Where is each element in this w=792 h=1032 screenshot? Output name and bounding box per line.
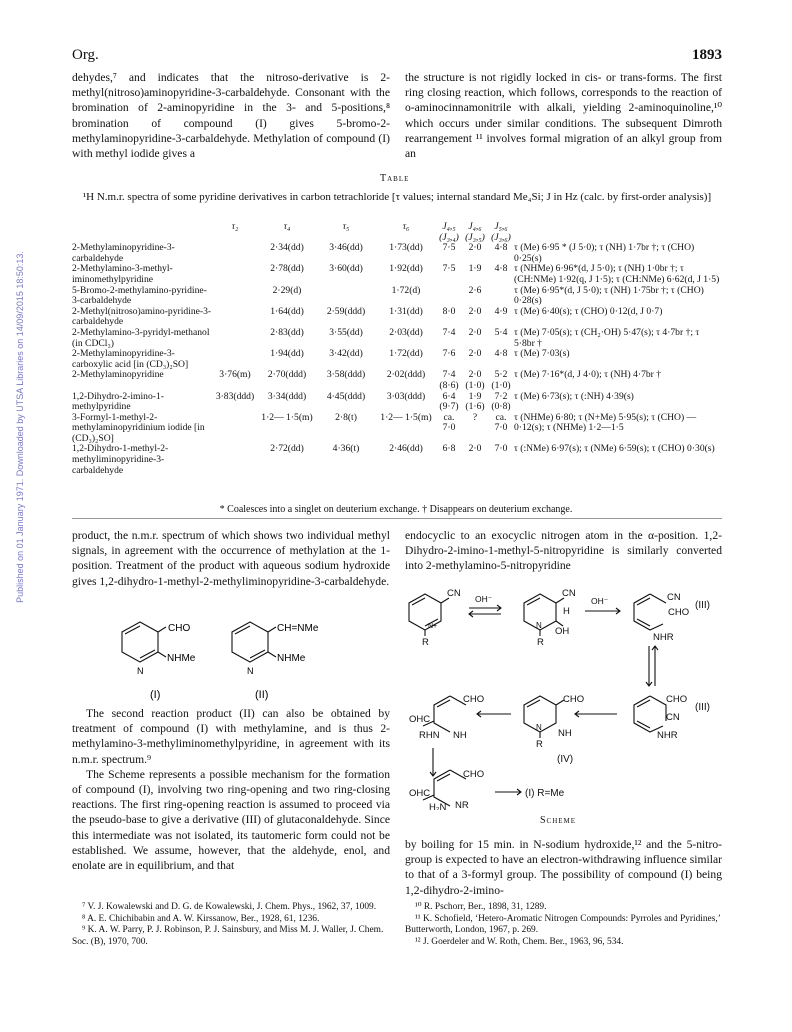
table-header-row xyxy=(72,222,722,243)
table-row xyxy=(72,243,722,264)
table-header xyxy=(72,222,212,243)
table-cell: ca. 7·0 xyxy=(494,411,508,434)
struct-ii-sub2: NHMe xyxy=(277,653,306,664)
paragraph: The Scheme represents a possible mechanism for the formation of compound (I), involving two ring-opening and two ring-closing reactions. The first ring-opening reaction is assumed to proceed via the pseudo-base to give a derivative (III) of glutaconaldehyde. Since this intermediate was not isolated, its tautomeric form could not be established. We assume, however, that the aldehyde, enol, and enolate are in equilibrium, and that xyxy=(72,767,390,873)
table-header: J₄,₅ (J₃,₄) xyxy=(439,221,459,243)
table-cell: 3·55(dd) xyxy=(329,326,363,338)
table-cell: ca. 7·0 xyxy=(442,411,456,434)
table-cell: 2-Methylamino-3-pyridyl-methanol (in CDCl₃) xyxy=(72,326,210,349)
footnote: ¹⁰ R. Pschorr, Ber., 1898, 31, 1289. xyxy=(415,902,547,912)
table-cell: 1,2-Dihydro-1-methyl-2-methyliminopyridine-3-carbaldehyde xyxy=(72,443,169,476)
scheme-label-iii: (III) xyxy=(695,702,710,713)
table-header: τ₅ xyxy=(342,221,350,232)
left-column-bottom-2 xyxy=(72,706,390,873)
scheme-label-cn: CN xyxy=(666,712,680,723)
table-cell: 2-Methylaminopyridine-3-carbaldehyde xyxy=(72,242,175,264)
table-cell: 5·4 xyxy=(494,326,508,338)
table-cell: 1·72(d) xyxy=(391,284,421,296)
table-header: τ₂ xyxy=(231,221,239,232)
table-cell: 2·0 xyxy=(468,348,482,360)
footnote: ¹² J. Goerdeler and W. Roth, Chem. Ber., 1963, 96, 534. xyxy=(415,936,624,947)
table-row xyxy=(72,370,722,391)
table-cell: 6·8 xyxy=(442,443,456,455)
table-cell: 1·64(dd) xyxy=(270,305,304,317)
scheme-label-r: R xyxy=(536,739,543,750)
scheme-label-h: H xyxy=(563,606,570,617)
scheme-label-nr: NR xyxy=(455,800,469,810)
table-cell xyxy=(212,264,258,285)
struct-i-sub2: NHMe xyxy=(167,653,196,664)
scheme-label-nplus: N+ xyxy=(428,623,438,630)
struct-ii-label: (II) xyxy=(255,689,269,701)
table-cell xyxy=(212,328,258,349)
table-cell: 7·5 xyxy=(442,263,456,275)
scheme-open-c-icon xyxy=(650,594,666,603)
table-cell: 1·92(dd) xyxy=(389,263,423,275)
scheme-label-cho: CHO xyxy=(463,769,485,780)
scheme-label-oh-minus: OH⁻ xyxy=(591,596,609,606)
scheme-label-cho: CHO xyxy=(666,694,688,705)
table-cell: 6·4 (9·7) xyxy=(439,390,459,413)
table-row xyxy=(72,413,722,445)
table-cell: 2-Methylamino-3-methyl-iminomethylpyridine xyxy=(72,263,173,285)
publication-sidebar-note: Published on 01 January 1971. Downloaded by UTSA Libraries on 14/09/2015 18:50:13. xyxy=(15,251,25,603)
paragraph: the structure is not rigidly locked in cis- or trans-forms. The first ring closing reaction, which follows, corresponds to the reaction of o-aminocinnamonitrile with alkali, yielding 2-aminoquinoline,¹⁰ which occurs under similar conditions. The subsequent Dimroth rearrangement ¹¹ involves formal migration of an alkyl group from an xyxy=(405,71,722,161)
struct-ii-sub1: CH=NMe xyxy=(277,623,319,634)
table-cell: 7·4 xyxy=(442,326,456,338)
table-cell: 4·36(t) xyxy=(332,443,360,455)
scheme-label-r: R xyxy=(537,637,544,648)
table-cell: τ (Me) 6·40(s); τ (CHO) 0·12(d, J 0·7) xyxy=(514,305,663,317)
table-cell: τ (Me) 7·16*(d, J 4·0); τ (NH) 4·7br † xyxy=(514,369,662,381)
structures-i-ii xyxy=(100,612,360,704)
table-cell: 2·03(dd) xyxy=(389,326,423,338)
scheme-chain-d-icon xyxy=(650,696,666,721)
table-cell: 2·0 (1·0) xyxy=(465,369,485,391)
scheme-label-product: (I) R=Me xyxy=(525,788,565,799)
paragraph: by boiling for 15 min. in N-sodium hydroxide,¹² and the 5-nitro-group is expected to have an electron-withdrawing influence similar to that of a 3-formyl group. The possibility of compound (I) being 1,2-dihydro-2-imino- xyxy=(405,838,722,897)
table-header: J₅,₆ (J₃,₆) xyxy=(491,221,511,243)
reaction-scheme xyxy=(405,578,722,810)
scheme-label-iii: (III) xyxy=(695,600,710,611)
scheme-label-n: N xyxy=(536,723,542,732)
table-cell xyxy=(488,286,514,307)
struct-ii-n: N xyxy=(247,666,254,676)
scheme-label-nhr: NHR xyxy=(657,730,678,741)
table-cell: 7·6 xyxy=(442,348,456,360)
right-column-top xyxy=(405,70,722,161)
table-cell: τ (Me) 6·95*(d, J 5·0); τ (NH) 1·75br †; τ (CHO) 0·28(s) xyxy=(514,284,704,307)
scheme-label-cn: CN xyxy=(447,588,461,599)
table-cell: 2·0 xyxy=(468,443,482,455)
table-row xyxy=(72,286,722,307)
page-number: 1893 xyxy=(692,47,722,63)
table-cell: 4·45(ddd) xyxy=(326,390,366,402)
table-cell: 3·60(dd) xyxy=(329,263,363,275)
right-column-bottom xyxy=(405,528,722,574)
scheme-label-nh: NH xyxy=(558,728,572,739)
scheme-label-n: N xyxy=(536,621,542,630)
struct-i-n: N xyxy=(137,666,144,676)
table-body xyxy=(72,243,722,476)
scheme-label-cn: CN xyxy=(667,592,681,603)
table-row xyxy=(72,444,722,476)
table-cell: 2·59(ddd) xyxy=(326,305,366,317)
scheme-label-cho: CHO xyxy=(463,694,485,705)
scheme-label-cho: CHO xyxy=(668,607,690,618)
table-cell: 1·2— 1·5(m) xyxy=(380,411,432,423)
table-cell: 7·2 (0·8) xyxy=(491,390,511,413)
table-cell: τ (:NMe) 6·97(s); τ (NMe) 6·59(s); τ (CHO) 0·30(s) xyxy=(514,443,715,455)
table-header xyxy=(514,222,722,243)
scheme-label-oh: OH xyxy=(555,626,570,637)
table-cell: 7·0 xyxy=(494,443,508,455)
table-cell: 3·46(dd) xyxy=(329,242,363,254)
table-row xyxy=(72,392,722,413)
table-footnote: * Coalesces into a singlet on deuterium exchange. † Disappears on deuterium exchange. xyxy=(219,504,573,515)
table-cell: 1·9 (1·6) xyxy=(465,390,485,413)
table-header: τ₄ xyxy=(283,221,291,232)
table-cell: 3·76(m) xyxy=(219,369,251,381)
scheme-label-nh: NH xyxy=(453,730,467,741)
struct-i-label: (I) xyxy=(150,689,161,701)
table-header: τ₆ xyxy=(402,221,410,232)
table-cell: τ (Me) 7·05(s); τ (CH₂·OH) 5·47(s); τ 4·7br †; τ 5·8br † xyxy=(514,326,700,349)
table-header: J₄,₆ (J₃,₅) xyxy=(465,221,485,243)
table-cell: 3·42(dd) xyxy=(329,348,363,360)
table-cell: τ (Me) 6·73(s); τ (:NH) 4·39(s) xyxy=(514,390,634,402)
struct-i-sub1: CHO xyxy=(168,623,191,634)
table-cell: τ (NHMe) 6·96*(d, J 5·0); τ (NH) 1·0br †; τ (CH:NMe) 1·92(q, J 1·5); τ (CH:NMe) 6·62(d, J 1·5) xyxy=(514,263,720,285)
table-cell xyxy=(212,349,258,370)
table-cell: 2·70(ddd) xyxy=(267,369,307,381)
table-cell: 2-Methyl(nitroso)amino-pyridine-3-carbaldehyde xyxy=(72,305,212,328)
scheme-label-ohc: OHC xyxy=(409,788,431,799)
paragraph: endocyclic to an exocyclic nitrogen atom in the α-position. 1,2-Dihydro-2-imino-1-methyl-5-nitropyridine is similarly converted into 2-methylamino-5-nitropyridine xyxy=(405,529,722,573)
table-row xyxy=(72,307,722,328)
table-cell: 3·83(ddd) xyxy=(215,390,255,402)
paragraph: dehydes,⁷ and indicates that the nitroso-derivative is 2-methyl(nitroso)aminopyridine-3-carbaldehyde. Consonant with the bromination of 2-aminopyridine in the 3- and 5-positions,⁸ bromination of compound (I) gives 5-bromo-2-methylaminopyridine-3-carbaldehyde. Methylation of compound (I) with methyl iodide gives a xyxy=(72,71,390,161)
table-cell: 2·78(dd) xyxy=(270,263,304,275)
table-cell: 2·0 xyxy=(468,242,482,254)
footnote: ⁹ K. A. W. Parry, P. J. Robinson, P. J. Sainsbury, and Miss M. J. Waller, J. Chem. Soc. (B), 1970, 700. xyxy=(72,925,384,947)
footnote: ¹¹ K. Schofield, ‘Hetero-Aromatic Nitrogen Compounds: Pyrroles and Pyridines,’ Butterworth, London, 1967, p. 269. xyxy=(405,913,721,936)
scheme-label-ohc: OHC xyxy=(409,714,431,725)
table-cell: 2·46(dd) xyxy=(389,443,423,455)
scheme-label-iv: (IV) xyxy=(557,754,574,765)
table-cell: 2·6 xyxy=(468,284,482,296)
table-cell: 3·03(ddd) xyxy=(386,390,426,402)
paragraph: The second reaction product (II) can also be obtained by treatment of compound (I) with methylamine, and is thus 2-methylamino-3-methyliminomethylpyridine, in agreement with its n.m.r. spectrum.⁹ xyxy=(72,707,390,766)
table-cell: 2-Methylaminopyridine-3-carboxylic acid [in (CD₃)₂SO] xyxy=(72,348,189,370)
table-row xyxy=(72,328,722,349)
table-cell: 2·0 xyxy=(468,305,482,317)
ring-ii-icon xyxy=(232,622,276,662)
scheme-label-cho: CHO xyxy=(563,694,585,705)
table-cell: 2·72(dd) xyxy=(270,443,304,455)
table-cell: 5·2 (1·0) xyxy=(491,369,511,391)
footnote: ⁷ V. J. Kowalewski and D. G. de Kowalewski, J. Chem. Phys., 1962, 37, 1009. xyxy=(82,902,377,912)
footnotes-left xyxy=(72,902,390,948)
table-cell: 1·31(dd) xyxy=(389,305,423,317)
table-cell: 3-Formyl-1-methyl-2-methylaminopyridinium iodide [in (CD₃)₂SO] xyxy=(72,411,205,444)
table-row xyxy=(72,264,722,285)
ring-i-icon xyxy=(122,622,166,662)
table-cell: 1·94(dd) xyxy=(270,348,304,360)
scheme-label-nhr: NHR xyxy=(653,632,674,643)
table-cell: 2·29(d) xyxy=(272,284,302,296)
table-cell: 3·34(ddd) xyxy=(267,390,307,402)
table-cell: 5-Bromo-2-methylamino-pyridine-3-carbaldehyde xyxy=(72,284,207,307)
table-cell xyxy=(212,307,258,328)
table-cell: 7·4 (8·6) xyxy=(439,369,459,391)
table-cell: τ (NHMe) 6·80; τ (N+Me) 5·95(s); τ (CHO) —0·12(s); τ (NHMe) 1·2—1·5 xyxy=(514,411,697,434)
scheme-label-rhn: RHN xyxy=(419,730,440,741)
table-cell: 1·2— 1·5(m) xyxy=(261,411,313,423)
footnote: ⁸ A. E. Chichibabin and A. W. Kirssanow, Ber., 1928, 61, 1236. xyxy=(82,913,320,924)
table-cell: 7·5 xyxy=(442,242,456,254)
table-cell: 4·8 xyxy=(494,242,508,254)
table-cell xyxy=(212,243,258,264)
table-cell: 2·02(ddd) xyxy=(386,369,426,381)
table-cell xyxy=(212,444,258,476)
nmr-table xyxy=(72,222,722,476)
left-column-bottom xyxy=(72,528,390,589)
table-cell: 4·8 xyxy=(494,348,508,360)
left-column-top xyxy=(72,70,390,161)
scheme-label-r: R xyxy=(422,637,429,648)
table-cell: 1·72(dd) xyxy=(389,348,423,360)
table-cell: τ (Me) 7·03(s) xyxy=(514,348,570,360)
table-cell: 2·8(t) xyxy=(335,411,357,423)
table-cell: 4·8 xyxy=(494,263,508,275)
paragraph: product, the n.m.r. spectrum of which shows two individual methyl signals, in agreement with the occurrence of methylation at the 1-position. Treatment of the product with aqueous sodium hydroxide gives 1,2-dihydro-1-methyl-2-methyliminopyridine-3-carbaldehyde. xyxy=(72,529,390,588)
table-cell xyxy=(436,286,462,307)
journal-section: Org. xyxy=(72,47,99,63)
table-cell: 2-Methylaminopyridine xyxy=(72,369,164,381)
table-cell: 1·9 xyxy=(468,263,482,275)
table-cell: 8·0 xyxy=(442,305,456,317)
table-rule xyxy=(72,518,722,519)
table-cell: 3·58(ddd) xyxy=(326,369,366,381)
table-cell: ? xyxy=(472,411,478,423)
footnotes-right xyxy=(405,902,722,948)
table-row xyxy=(72,349,722,370)
right-column-bottom-2 xyxy=(405,837,722,898)
scheme-label-oh-minus: OH⁻ xyxy=(475,594,493,604)
table-cell xyxy=(212,286,258,307)
table-cell: τ (Me) 6·95 * (J 5·0); τ (NH) 1·7br †; τ (CHO) 0·25(s) xyxy=(514,242,695,264)
table-cell: 2·0 xyxy=(468,326,482,338)
table-cell: 4·9 xyxy=(494,305,508,317)
table-cell: 1·73(dd) xyxy=(389,242,423,254)
table-cell: 2·34(dd) xyxy=(270,242,304,254)
table-caption: ¹H N.m.r. spectra of some pyridine derivatives in carbon tetrachloride [τ values; internal standard Me₄Si; J in Hz (calc. by first-order analysis)] xyxy=(82,191,712,203)
table-cell: 1,2-Dihydro-2-imino-1-methylpyridine xyxy=(72,390,164,413)
table-title: Table xyxy=(380,173,410,184)
scheme-label-h2n: H₂N xyxy=(429,802,447,810)
scheme-label-cn: CN xyxy=(562,588,576,599)
table-cell xyxy=(316,286,376,307)
table-cell: 2·83(dd) xyxy=(270,326,304,338)
scheme-title: Scheme xyxy=(540,815,577,826)
table-cell xyxy=(212,413,258,445)
